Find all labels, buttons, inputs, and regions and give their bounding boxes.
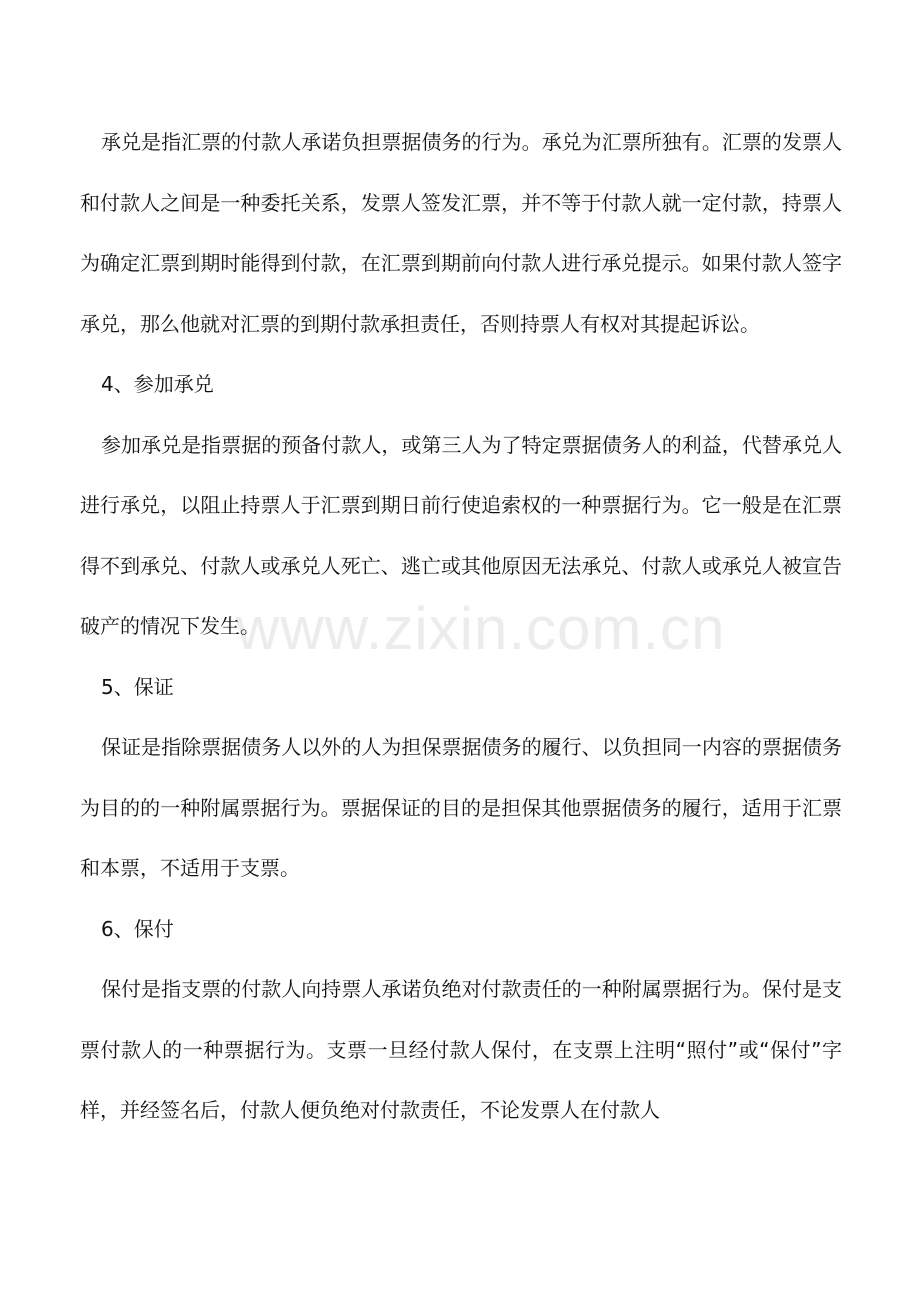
heading-certification: 6、保付: [101, 916, 174, 941]
paragraph-participating-acceptance: 参加承兑是指票据的预备付款人，或第三人为了特定票据债务人的利益，代替承兑人进行承兑，以阻止持票人于汇票到期日前行使追索权的一种票据行为。它一般是在汇票得不到承兑、付款人或承兑人死亡、逃亡或其他原因无法承兑、付款人或承兑人被宣告破产的情况下发生。: [80, 432, 842, 638]
heading-participating-acceptance: 4、参加承兑: [101, 372, 214, 396]
watermark: www.zixin.com.cn: [236, 595, 726, 662]
paragraph-acceptance: 承兑是指汇票的付款人承诺负担票据债务的行为。承兑为汇票所独有。汇票的发票人和付款人之间是一种委托关系，发票人签发汇票，并不等于付款人就一定付款，持票人为确定汇票到期时能得到付款，在汇票到期前向付款人进行承兑提示。如果付款人签字承兑，那么他就对汇票的到期付款承担责任，否则持票人有权对其提起诉讼。: [80, 130, 842, 336]
heading-guarantee: 5、保证: [101, 674, 174, 699]
document-body: [80, 112, 842, 1141]
paragraph-guarantee: 保证是指除票据债务人以外的人为担保票据债务的履行、以负担同一内容的票据债务为目的的一种附属票据行为。票据保证的目的是担保其他票据债务的履行，适用于汇票和本票，不适用于支票。: [80, 735, 842, 880]
paragraph-certification: 保付是指支票的付款人向持票人承诺负绝对付款责任的一种附属票据行为。保付是支票付款人的一种票据行为。支票一旦经付款人保付，在支票上注明“照付”或“保付”字样，并经签名后，付款人便负绝对付款责任，不论发票人在付款人: [80, 977, 842, 1122]
